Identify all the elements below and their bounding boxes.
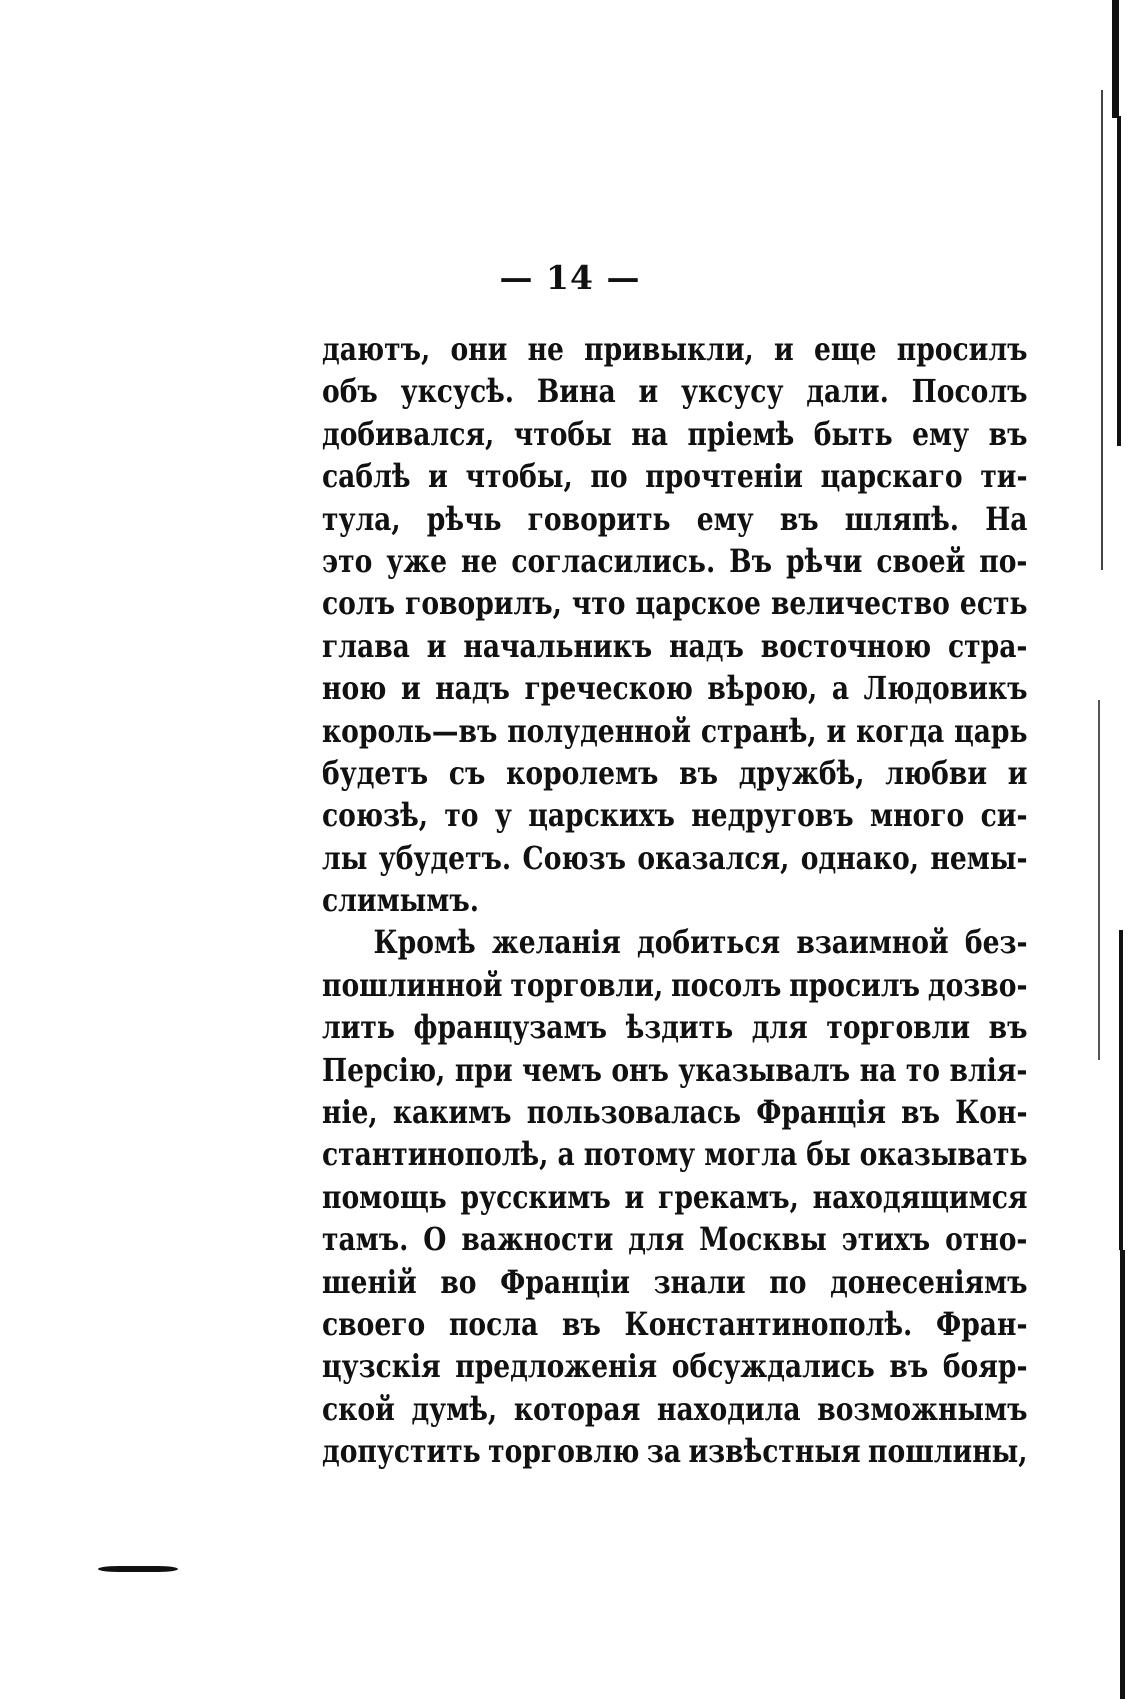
word: этихъ — [841, 1220, 931, 1259]
word: ему — [696, 499, 754, 538]
word: французамъ — [413, 1008, 607, 1047]
word: во — [440, 1262, 477, 1301]
word: Франціи — [500, 1262, 630, 1301]
word: своей — [876, 541, 966, 580]
word: На — [985, 499, 1028, 538]
text-line — [322, 1133, 1028, 1175]
word: отно- — [945, 1220, 1028, 1259]
word: Кромѣ — [373, 923, 476, 962]
word: ему — [912, 414, 970, 453]
word: Вина — [536, 372, 616, 411]
word: оказывать — [859, 1135, 1028, 1174]
text-line — [322, 625, 1028, 667]
word: знали — [653, 1262, 746, 1301]
word: добивался, — [322, 414, 495, 453]
word: О — [423, 1220, 447, 1259]
text-line — [322, 582, 1028, 624]
text-line — [322, 1345, 1028, 1387]
word: въ — [889, 1347, 929, 1386]
word: русскимъ — [460, 1177, 611, 1216]
word: солъ — [322, 584, 395, 623]
word: чтобы, — [465, 457, 573, 496]
word: убудетъ. — [378, 838, 512, 877]
word: то — [905, 1050, 940, 1089]
text-line — [322, 1430, 1028, 1472]
word: шеній — [322, 1262, 417, 1301]
text-line — [322, 540, 1028, 582]
word: слимымъ. — [322, 881, 479, 920]
word: какимъ — [392, 1093, 512, 1132]
word: донесеніямъ — [830, 1262, 1028, 1301]
word: допустить — [322, 1432, 481, 1471]
word: посолъ — [671, 965, 782, 1004]
text-line — [322, 1049, 1028, 1091]
text-block — [322, 328, 1028, 1473]
word: король—въ — [322, 711, 498, 750]
word: и — [400, 669, 421, 708]
word: добиться — [637, 923, 781, 962]
word: ною — [322, 669, 387, 708]
page-edge-top — [1112, 0, 1119, 118]
word: по — [769, 1262, 807, 1301]
word: глава — [322, 626, 410, 665]
word: саблѣ — [322, 457, 411, 496]
word: на — [631, 414, 668, 453]
text-line — [322, 667, 1028, 709]
word: надъ — [435, 669, 510, 708]
word: царь — [954, 711, 1028, 750]
word: торговли, — [510, 965, 664, 1004]
word: и — [624, 1177, 645, 1216]
word: потому — [583, 1135, 696, 1174]
word: восточною — [760, 626, 932, 665]
word: по- — [979, 541, 1028, 580]
word: царскихъ — [528, 796, 675, 835]
word: съ — [448, 753, 486, 792]
word: лить — [322, 1008, 395, 1047]
page-edge-tick — [1098, 700, 1100, 1060]
word: и — [638, 372, 659, 411]
word: Кон- — [955, 1093, 1028, 1132]
word: желанія — [491, 923, 621, 962]
word: уксусу — [680, 372, 784, 411]
word: то — [444, 796, 479, 835]
word: пріемѣ — [687, 414, 795, 453]
text-line — [322, 794, 1028, 836]
text-line — [322, 1006, 1028, 1048]
word: есть — [959, 584, 1028, 623]
word: возможнымъ — [817, 1389, 1028, 1428]
word: Константинополѣ. — [624, 1304, 913, 1343]
word: рѣчи — [785, 541, 863, 580]
word: Въ — [729, 541, 772, 580]
word: и — [774, 330, 794, 368]
word: стантинополѣ, — [322, 1135, 549, 1174]
word: влія- — [949, 1050, 1028, 1089]
text-line — [322, 752, 1028, 794]
word: пошлинной — [322, 965, 503, 1004]
word: ѣздить — [625, 1008, 734, 1047]
page-edge-low — [1119, 930, 1123, 1250]
word: немы- — [930, 838, 1028, 877]
word: въ — [901, 1093, 940, 1132]
word: могла — [704, 1135, 798, 1174]
word: онъ — [611, 1050, 669, 1089]
text-line — [322, 879, 1028, 921]
word: Союзъ — [522, 838, 626, 877]
word: согласились. — [511, 541, 716, 580]
word: бояр- — [942, 1347, 1028, 1386]
word: грекамъ, — [658, 1177, 799, 1216]
word: это — [322, 541, 373, 580]
word: странѣ, — [700, 711, 817, 750]
text-line — [322, 413, 1028, 455]
word: торговли — [826, 1008, 971, 1047]
word: находила — [657, 1389, 801, 1428]
word: и — [428, 457, 448, 496]
word: царскаго — [820, 457, 963, 496]
text-line — [322, 1176, 1028, 1218]
text-line — [322, 498, 1028, 540]
text-line — [322, 710, 1028, 752]
text-line — [322, 1303, 1028, 1345]
word: стра- — [948, 626, 1028, 665]
word: за — [646, 1432, 681, 1471]
word: величество — [770, 584, 950, 623]
word: Посолъ — [911, 372, 1028, 411]
word: любви — [885, 753, 988, 792]
word: тула, — [322, 499, 401, 538]
word: еще — [813, 330, 877, 368]
word: предложенія — [455, 1347, 658, 1386]
word: для — [628, 1220, 685, 1259]
word: Людовикъ — [863, 669, 1028, 708]
word: не — [461, 541, 498, 580]
word: находящимся — [812, 1177, 1028, 1216]
word: обсуждались — [671, 1347, 875, 1386]
text-line — [322, 837, 1028, 879]
word: и — [426, 626, 447, 665]
word: Персію, — [322, 1050, 446, 1089]
text-line — [322, 1091, 1028, 1133]
word: въ — [679, 753, 718, 792]
word: дали. — [806, 372, 889, 411]
word: извѣстныя — [688, 1432, 861, 1471]
word: ской — [322, 1389, 395, 1428]
word: чемъ — [522, 1050, 602, 1089]
word: объ — [322, 372, 378, 411]
word: и — [826, 711, 847, 750]
text-line — [322, 1261, 1028, 1303]
word: посла — [448, 1304, 539, 1343]
text-line — [322, 370, 1028, 412]
text-line — [322, 964, 1028, 1006]
word: думѣ, — [411, 1389, 498, 1428]
word: бы — [806, 1135, 851, 1174]
word: Москвы — [699, 1220, 827, 1259]
word: прочтеніи — [645, 457, 804, 496]
word: и — [1007, 753, 1028, 792]
text-line — [322, 1218, 1028, 1260]
word: греческою — [524, 669, 693, 708]
word: чтобы — [513, 414, 612, 453]
word: полуденной — [507, 711, 691, 750]
word: въ — [779, 499, 819, 538]
word: ніе, — [322, 1093, 378, 1132]
word: помощь — [322, 1177, 447, 1216]
word: пошлины, — [868, 1432, 1028, 1471]
text-line — [322, 921, 1028, 963]
word: надъ — [669, 626, 744, 665]
word: будетъ — [322, 753, 429, 792]
word: на — [859, 1050, 897, 1089]
word: недруговъ — [691, 796, 854, 835]
word: у — [494, 796, 512, 835]
word: не — [527, 330, 564, 368]
word: важности — [461, 1220, 614, 1259]
word: привыкли, — [584, 330, 754, 368]
word: тамъ. — [322, 1220, 409, 1259]
word: просилъ — [789, 965, 920, 1004]
word: однако, — [800, 838, 920, 877]
word: без- — [964, 923, 1028, 962]
word: пользовалась — [526, 1093, 742, 1132]
word: говорилъ, — [405, 584, 562, 623]
word: торговлю — [488, 1432, 640, 1471]
word: что — [571, 584, 626, 623]
word: ти- — [980, 457, 1028, 496]
word: для — [751, 1008, 808, 1047]
word: Франція — [756, 1093, 886, 1132]
dash-mark — [98, 1566, 178, 1572]
page-number: — 14 — — [499, 258, 641, 297]
word: лы — [322, 838, 368, 877]
text-line — [322, 455, 1028, 497]
page-edge-bottom — [1120, 1250, 1125, 1699]
word: по — [590, 457, 628, 496]
word: взаимной — [796, 923, 949, 962]
page-edge-tick — [1101, 90, 1103, 570]
word: уже — [386, 541, 448, 580]
word: которая — [513, 1389, 641, 1428]
word: цузскія — [322, 1347, 441, 1386]
word: указывалъ — [678, 1050, 851, 1089]
word: царское — [635, 584, 761, 623]
word: а — [557, 1135, 575, 1174]
word: начальникъ — [463, 626, 653, 665]
word: си- — [980, 796, 1028, 835]
word: въ — [988, 1008, 1028, 1047]
word: говорить — [527, 499, 671, 538]
word: даютъ, — [322, 330, 431, 368]
text-line — [322, 1388, 1028, 1430]
word: уксусѣ. — [400, 372, 515, 411]
word: королемъ — [506, 753, 659, 792]
word: оказался, — [637, 838, 790, 877]
word: Фран- — [936, 1304, 1028, 1343]
word: рѣчь — [426, 499, 502, 538]
word: а — [831, 669, 850, 708]
text-line — [322, 328, 1028, 370]
word: шляпѣ. — [844, 499, 960, 538]
word: своего — [322, 1304, 426, 1343]
word: когда — [856, 711, 945, 750]
word: быть — [813, 414, 893, 453]
word: въ — [988, 414, 1028, 453]
word: дозво- — [927, 965, 1028, 1004]
word: вѣрою, — [707, 669, 818, 708]
word: въ — [561, 1304, 601, 1343]
word: дружбѣ, — [738, 753, 865, 792]
word: много — [870, 796, 965, 835]
word: при — [454, 1050, 513, 1089]
word: просилъ — [896, 330, 1028, 368]
word: союзѣ, — [322, 796, 428, 835]
word: они — [450, 330, 508, 368]
